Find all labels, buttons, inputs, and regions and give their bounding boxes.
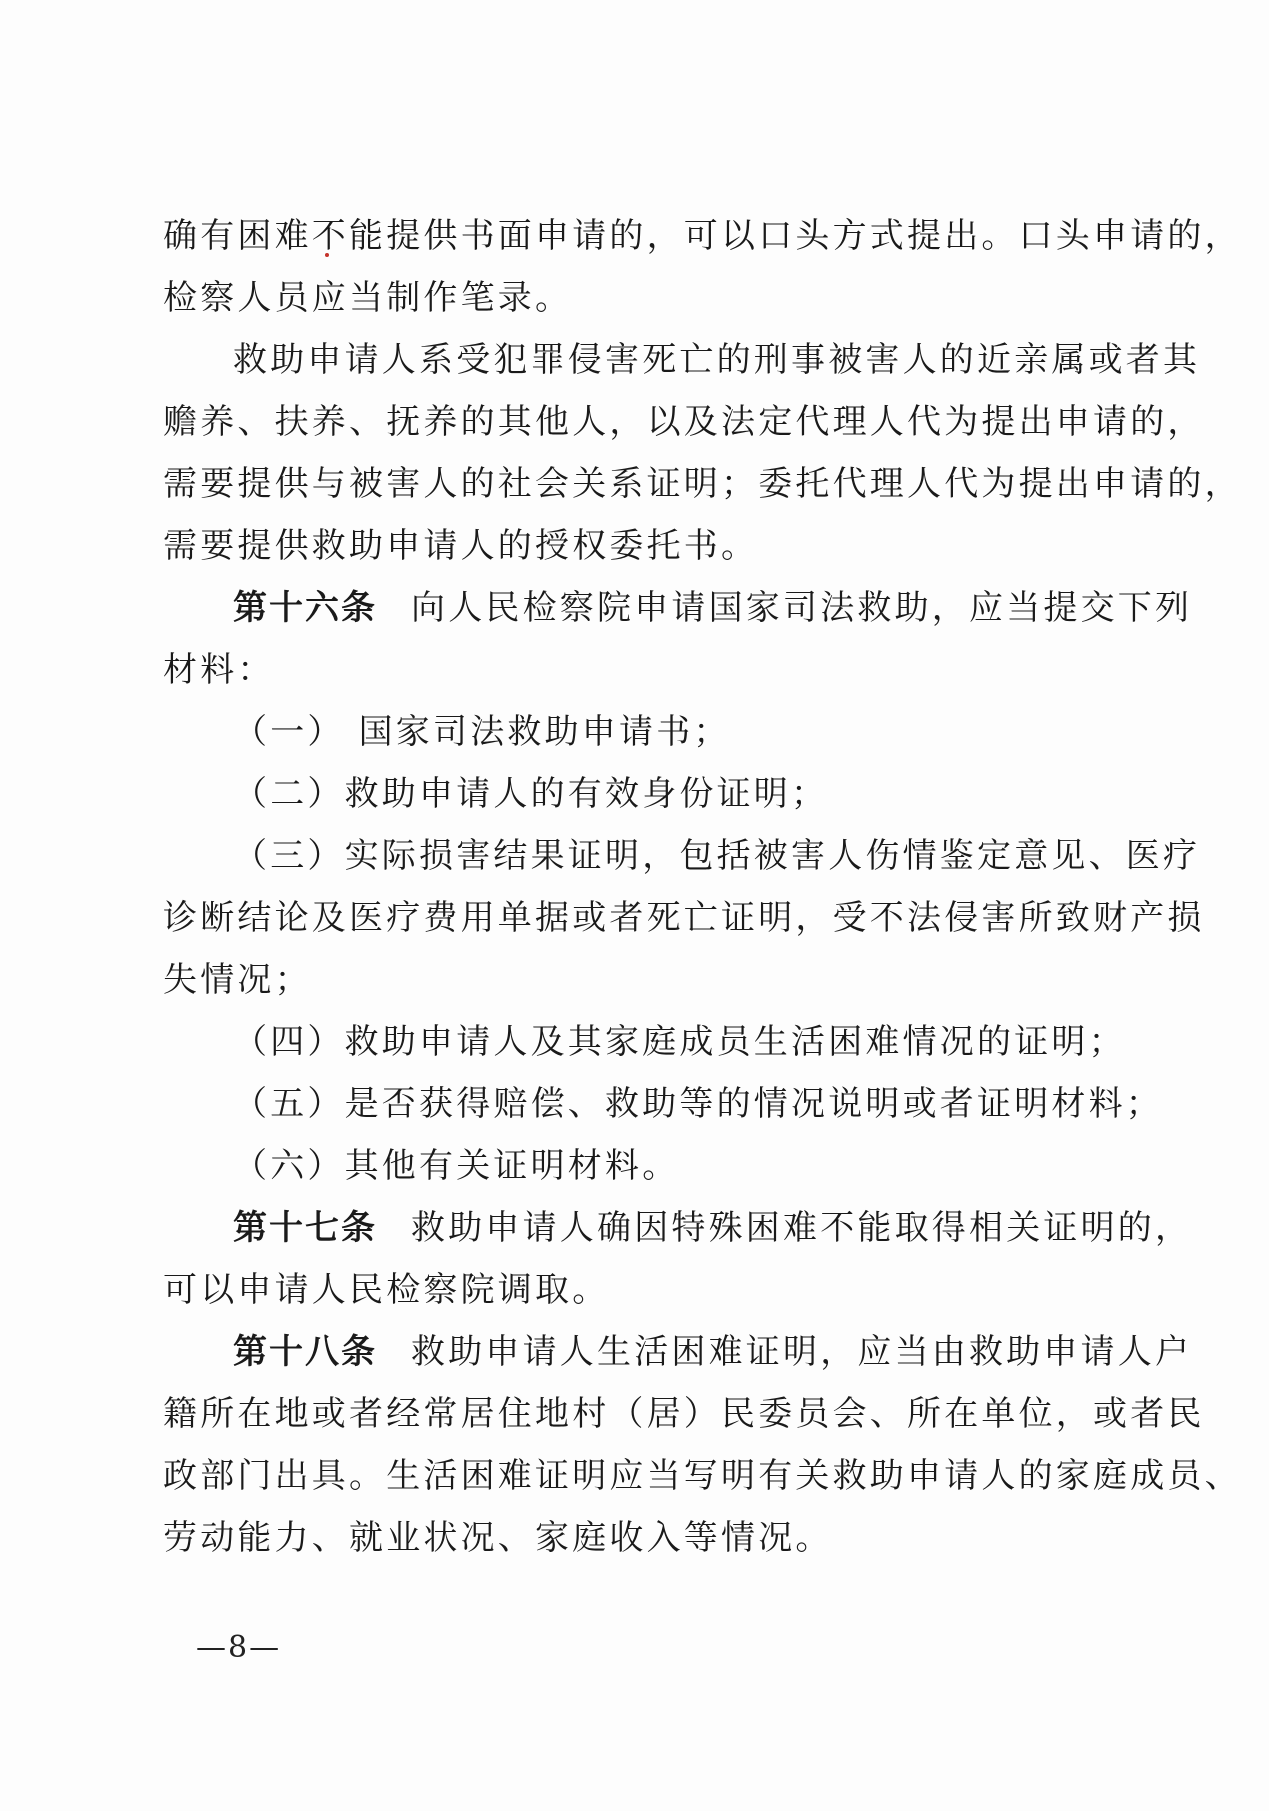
text-line: 检察人员应当制作笔录。 [163,278,573,318]
list-item: （六）其他有关证明材料。 [233,1146,680,1186]
list-item: （四）救助申请人及其家庭成员生活困难情况的证明； [233,1022,1126,1062]
article-18-title: 第十八条 [233,1332,377,1372]
text-line: 需要提供救助申请人的授权委托书。 [163,526,759,566]
list-item: （三）实际损害结果证明，包括被害人伤情鉴定意见、医疗 [233,836,1201,876]
text-line: 救助申请人系受犯罪侵害死亡的刑事被害人的近亲属或者其 [233,340,1201,380]
list-item: （一） 国家司法救助申请书； [233,712,731,752]
article-18-lead [163,1321,1193,1383]
article-16-title: 第十六条 [233,588,377,628]
article-17-lead [163,1197,1193,1259]
list-item: （二）救助申请人的有效身份证明； [233,774,829,814]
list-item-continuation: 失情况； [163,960,312,1000]
text-line: 赡养、扶养、抚养的其他人，以及法定代理人代为提出申请的， [163,402,1205,442]
list-item-continuation: 诊断结论及医疗费用单据或者死亡证明，受不法侵害所致财产损 [163,898,1205,938]
text-line: 可以申请人民检察院调取。 [163,1270,610,1310]
text-line: 籍所在地或者经常居住地村（居）民委员会、所在单位，或者民 [163,1394,1205,1434]
article-16-lead [163,577,1193,639]
article-17-lead-text: 救助申请人确因特殊困难不能取得相关证明的， [411,1208,1193,1248]
article-16-lead-text: 向人民检察院申请国家司法救助，应当提交下列 [411,588,1193,628]
article-17-title: 第十七条 [233,1208,377,1248]
page-number: —8— [196,1630,282,1665]
text-line: 确有困难不能提供书面申请的，可以口头方式提出。口头申请的， [163,216,1242,256]
document-body [163,205,1242,1569]
article-18-lead-text: 救助申请人生活困难证明，应当由救助申请人户 [411,1332,1193,1372]
text-line: 需要提供与被害人的社会关系证明；委托代理人代为提出申请的， [163,464,1242,504]
text-line: 材料： [163,650,275,690]
text-line: 政部门出具。生活困难证明应当写明有关救助申请人的家庭成员、 [163,1456,1242,1496]
list-item: （五）是否获得赔偿、救助等的情况说明或者证明材料； [233,1084,1163,1124]
text-line: 劳动能力、就业状况、家庭收入等情况。 [163,1518,833,1558]
